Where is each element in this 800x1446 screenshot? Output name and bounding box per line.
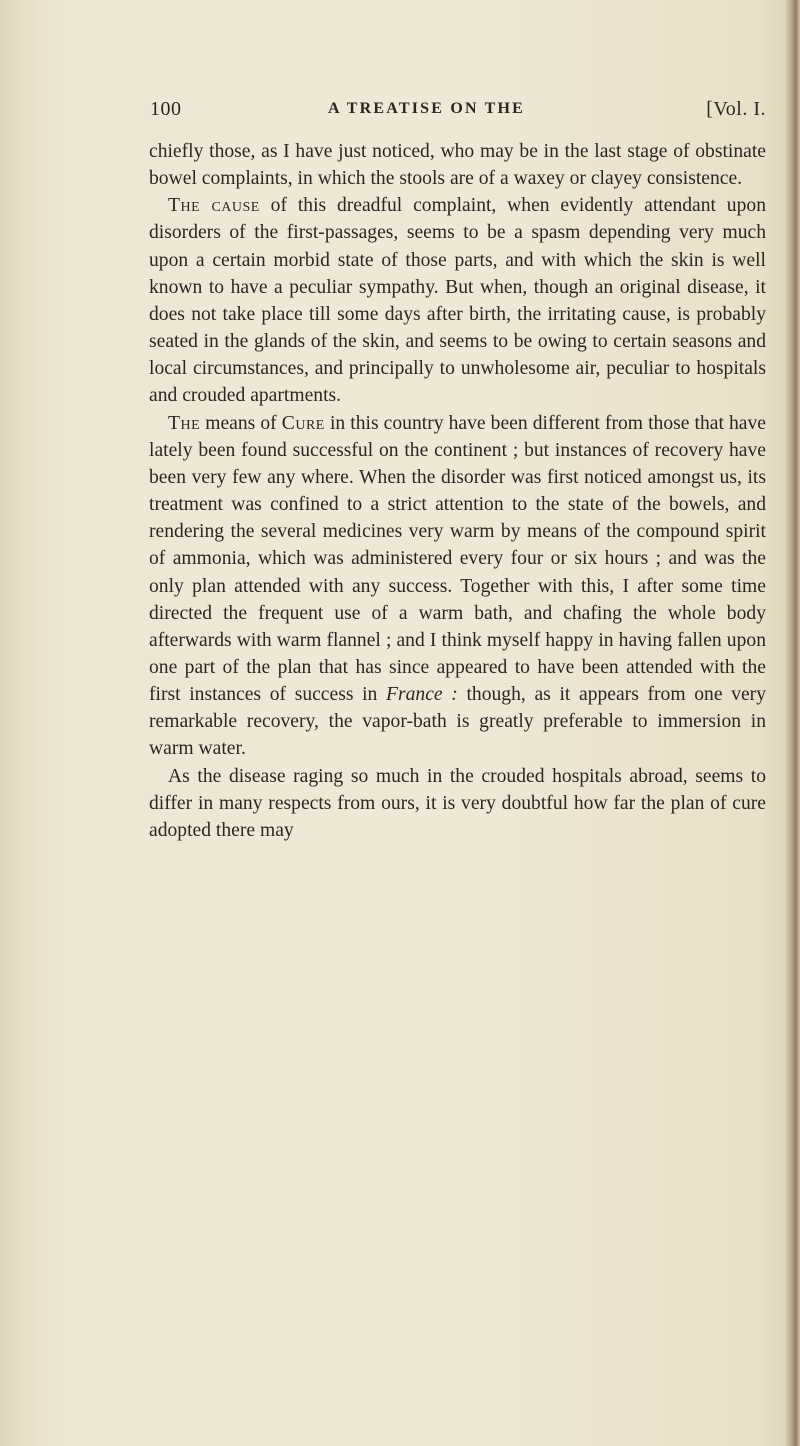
paragraph-3-text-b: in this country have been different from those that have lately been found successful on the continent ; but instances of recovery have been very few any where. When the disorder was first noticed amongst us, its treatment was confined to a strict attention to the state of the bowels, and rendering the several medicines very warm by means of the compound spirit of ammonia, which was administered every four or six hours ; and was the only plan attended with any success. Together with this, I after some time directed the frequent use of a warm bath, and chafing the whole body afterwards with warm flannel ; and I think myself happy in having fallen upon one part of the plan that has since appeared to have been attended with the first instances of success in xyxy=(149,412,766,706)
page-gutter-shadow xyxy=(0,0,40,1446)
paragraph-3 xyxy=(149,410,766,763)
page-edge-shadow xyxy=(786,0,800,1446)
paragraph-3-france: France : xyxy=(386,684,458,706)
paragraph-2-lead: The cause xyxy=(168,195,260,217)
paragraph-3-lead: The xyxy=(168,412,201,434)
paragraph-4-text: As the disease raging so much in the crouded hospitals abroad, seems to differ in many respects from ours, it is very doubtful how far the plan of cure adopted there may xyxy=(149,765,766,841)
paragraph-3-cure: Cure xyxy=(281,412,325,434)
volume-label: [Vol. I. xyxy=(706,98,766,120)
running-header xyxy=(150,98,766,130)
body-text xyxy=(149,138,766,844)
page-number: 100 xyxy=(150,98,182,120)
paragraph-2-text: of this dreadful complaint, when evidently attendant upon disorders of the first-passages, seems to be a spasm depending very much upon a certain morbid state of those parts, and with which the skin is well known to have a peculiar sympathy. But when, though an original disease, it does not take place till some days after birth, the irritating cause, is probably seated in the glands of the skin, and seems to be owing to certain seasons and local circumstances, and principally to unwholesome air, peculiar to hospitals and crouded apartments. xyxy=(149,195,766,407)
paragraph-3-text-a: means of xyxy=(200,412,282,434)
paragraph-4 xyxy=(149,763,766,844)
paragraph-1 xyxy=(149,138,766,192)
paragraph-2 xyxy=(149,192,766,409)
running-title: A TREATISE ON THE xyxy=(328,100,526,117)
paragraph-3-text-c: though, as it appears from one very remarkable recovery, the vapor-bath is greatly preferable to immersion in warm water. xyxy=(149,684,767,760)
paragraph-1-text: chiefly those, as I have just noticed, who may be in the last stage of obstinate bowel complaints, in which the stools are of a waxey or clayey consistence. xyxy=(149,141,766,190)
